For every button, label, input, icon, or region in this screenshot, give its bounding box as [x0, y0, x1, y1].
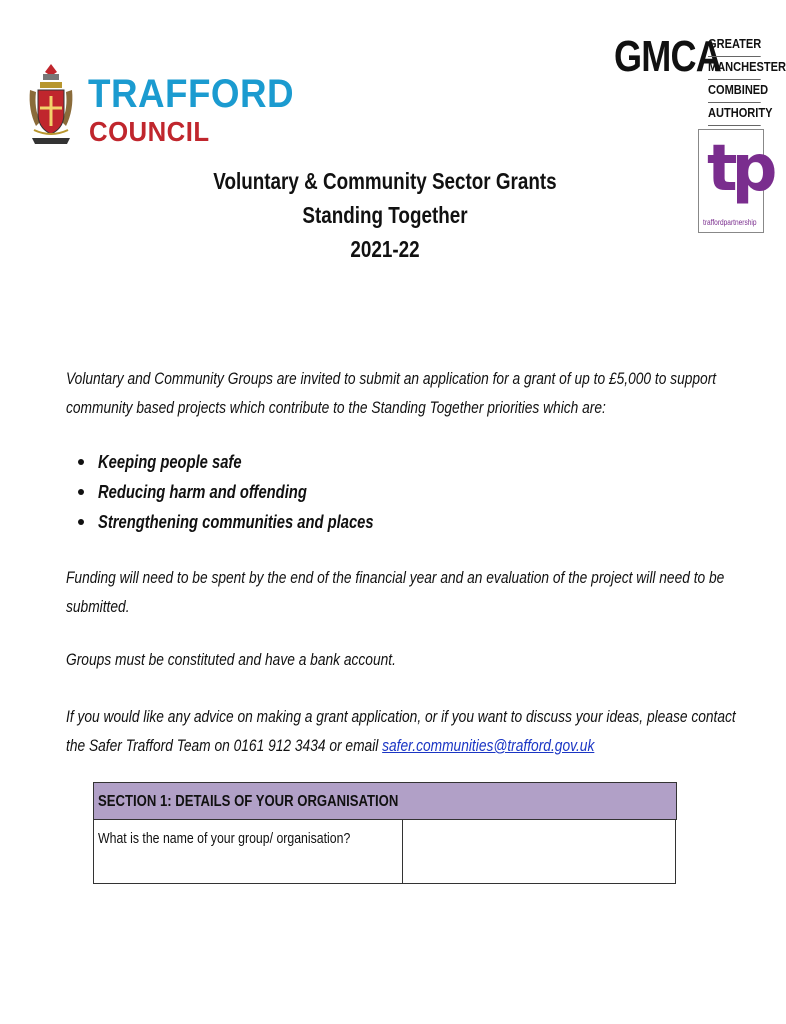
trafford-council-logo	[26, 60, 295, 150]
council-wordmark: COUNCIL	[89, 116, 210, 147]
contact-paragraph	[66, 702, 736, 760]
trafford-wordmark: TRAFFORD	[88, 72, 295, 116]
bullet-icon	[78, 519, 84, 525]
contact-line	[66, 731, 698, 760]
coat-of-arms-icon	[26, 60, 76, 150]
priority-text: Reducing harm and offending	[98, 481, 307, 502]
list-item	[78, 477, 434, 507]
eligibility-line: Groups must be constituted and have a bank account.	[66, 650, 396, 669]
email-link[interactable]: safer.communities@trafford.gov.uk	[382, 736, 595, 755]
gmca-line: MANCHESTER	[708, 57, 761, 80]
funding-paragraph	[66, 563, 725, 621]
funding-line: Funding will need to be spent by the end of the financial year and an evaluation of the project will need to be	[66, 568, 725, 587]
question-label: What is the name of your group/ organisation?	[98, 830, 351, 847]
table-row	[93, 820, 677, 884]
bullet-icon	[78, 489, 84, 495]
gmca-text-lines	[708, 34, 786, 126]
title-line: Standing Together	[302, 202, 468, 228]
tp-caption: traffordpartnership	[703, 218, 757, 227]
title-line: 2021-22	[350, 236, 420, 262]
gmca-line: AUTHORITY	[708, 103, 761, 126]
gmca-line: GREATER	[708, 34, 761, 57]
page-title	[0, 164, 770, 266]
gmca-line: COMBINED	[708, 80, 761, 103]
priority-text: Keeping people safe	[98, 451, 242, 472]
section-title: SECTION 1: DETAILS OF YOUR ORGANISATION	[98, 793, 399, 810]
question-cell	[93, 820, 403, 884]
tp-mark: tp	[707, 132, 772, 206]
funding-line: submitted.	[66, 597, 130, 616]
organisation-name-field[interactable]	[403, 820, 676, 884]
intro-line: community based projects which contribute to the Standing Together priorities which are:	[66, 398, 606, 417]
eligibility-paragraph	[66, 645, 698, 674]
bullet-icon	[78, 459, 84, 465]
intro-paragraph	[66, 364, 717, 422]
list-item	[78, 507, 434, 537]
section1-table	[93, 782, 677, 884]
intro-line: Voluntary and Community Groups are invited to submit an application for a grant of up to £5,000 to support	[66, 369, 717, 388]
section-header	[93, 782, 677, 820]
title-line: Voluntary & Community Sector Grants	[213, 168, 557, 194]
gmca-logo	[614, 32, 786, 126]
list-item	[78, 447, 434, 477]
priorities-list	[78, 447, 434, 537]
contact-line: If you would like any advice on making a grant application, or if you want to discuss your ideas, please contact	[66, 707, 736, 726]
priority-text: Strengthening communities and places	[98, 511, 374, 532]
gmca-wordmark: GMCA	[614, 32, 721, 81]
contact-line-prefix: the Safer Trafford Team on 0161 912 3434 or email	[66, 736, 383, 755]
